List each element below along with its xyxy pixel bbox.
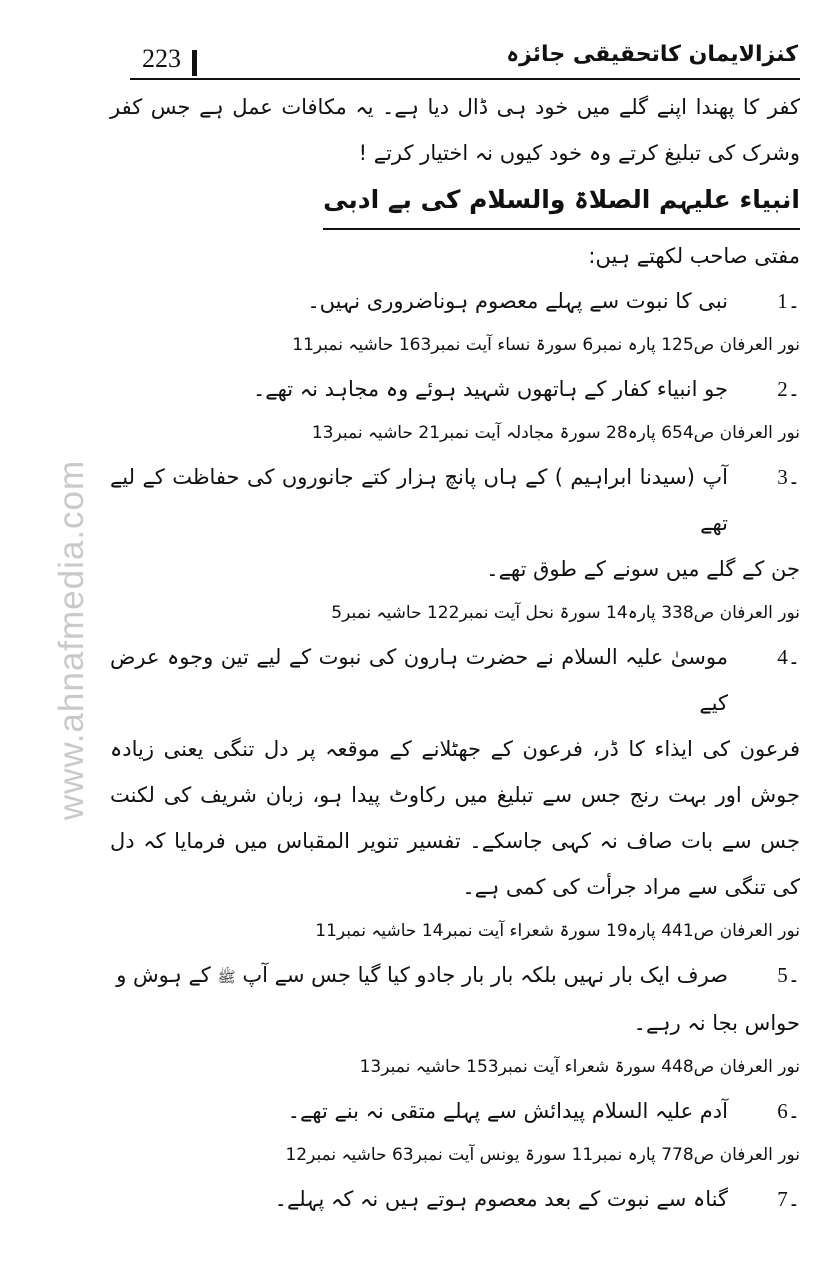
item-text: نبی کا نبوت سے پہلے معصوم ہوناضروری نہیں۔: [307, 289, 728, 313]
list-item-5: [110, 952, 800, 1000]
list-item-7: [110, 1176, 800, 1222]
salutation-symbol: ﷺ: [217, 968, 236, 986]
header-rule: [130, 78, 800, 80]
item-reference: نور العرفان ص338 پارہ14 سورۃ نحل آیت نمبر122 حاشیہ نمبر5: [331, 603, 800, 623]
item-number: 4۔: [777, 645, 800, 669]
book-title: کنزالایمان کاتحقیقی جائزہ: [506, 42, 798, 67]
item-text: گناہ سے نبوت کے بعد معصوم ہوتے ہیں نہ کہ پہلے۔: [274, 1187, 728, 1211]
item-number: 6۔: [777, 1099, 800, 1123]
list-item-6: [110, 1088, 800, 1134]
item-text-part: کے ہوش و: [116, 963, 211, 987]
item-reference: نور العرفان ص441 پارہ19 سورۃ شعراء آیت نمبر14 حاشیہ نمبر11: [315, 921, 800, 941]
item-text: آدم علیہ السلام پیدائش سے پہلے متقی نہ بنے تھے۔: [287, 1099, 728, 1123]
item-continuation: حواس بجا نہ رہے۔: [633, 1011, 800, 1035]
item-reference: نور العرفان ص778 پارہ نمبر11 سورۃ یونس آیت نمبر63 حاشیہ نمبر12: [285, 1145, 800, 1165]
list-item-2: [110, 366, 800, 412]
watermark-text: www.ahnafmedia.com: [52, 459, 91, 821]
item-text: آپ (سیدنا ابراہیم ) کے ہاں پانچ ہزار کتے جانوروں کی حفاظت کے لیے تھے: [110, 465, 728, 535]
list-item-3: [110, 454, 800, 546]
section-heading: انبیاء علیہم الصلاۃ والسلام کی بے ادبی: [323, 178, 800, 230]
list-item-4: [110, 634, 800, 726]
header-bar: [192, 50, 197, 76]
item-continuation: فرعون کی ایذاء کا ڈر، فرعون کے جھٹلانے کے موقعہ پر دل تنگی یعنی زیادہ جوش اور بہت رنج جس سے تبلیغ میں رکاوٹ پیدا ہو، زبان شریف کی لکنت جس سے بات صاف نہ کہی جاسکے۔ تفسیر تنویر المقباس میں فرمایا کہ دل کی تنگی سے مراد جرأت کی کمی ہے۔: [110, 737, 800, 899]
page-header: [110, 40, 800, 80]
item-reference: نور العرفان ص125 پارہ نمبر6 سورۃ نساء آیت نمبر163 حاشیہ نمبر11: [292, 335, 800, 355]
section-heading-wrap: [110, 178, 800, 230]
item-text-part: صرف ایک بار نہیں بلکہ بار بار جادو کیا گیا جس سے آپ: [242, 963, 728, 987]
item-continuation: جن کے گلے میں سونے کے طوق تھے۔: [486, 557, 800, 581]
item-number: 5۔: [777, 963, 800, 987]
opening-paragraph: کفر کا پھندا اپنے گلے میں خود ہی ڈال دیا ہے۔ یہ مکافات عمل ہے جس کفر وشرک کی تبلیغ کرتے وہ خود کیوں نہ اختیار کرتے !: [110, 95, 800, 165]
item-reference: نور العرفان ص448 سورۃ شعراء آیت نمبر153 حاشیہ نمبر13: [359, 1057, 800, 1077]
item-number: 7۔: [777, 1187, 800, 1211]
item-number: 3۔: [777, 465, 800, 489]
book-page: [110, 40, 800, 1222]
item-text: موسیٰ علیہ السلام نے حضرت ہارون کی نبوت کے لیے تین وجوہ عرض کیے: [110, 645, 728, 715]
item-number: 1۔: [777, 289, 800, 313]
item-number: 2۔: [777, 377, 800, 401]
intro-text: مفتی صاحب لکھتے ہیں:: [588, 244, 800, 268]
item-reference: نور العرفان ص654 پارہ28 سورۃ مجادلہ آیت نمبر21 حاشیہ نمبر13: [311, 423, 800, 443]
page-number: 223: [142, 44, 181, 73]
item-text: جو انبیاء کفار کے ہاتھوں شہید ہوئے وہ مجاہد نہ تھے۔: [253, 377, 728, 401]
item-text: [110, 952, 728, 1000]
list-item-1: [110, 278, 800, 324]
